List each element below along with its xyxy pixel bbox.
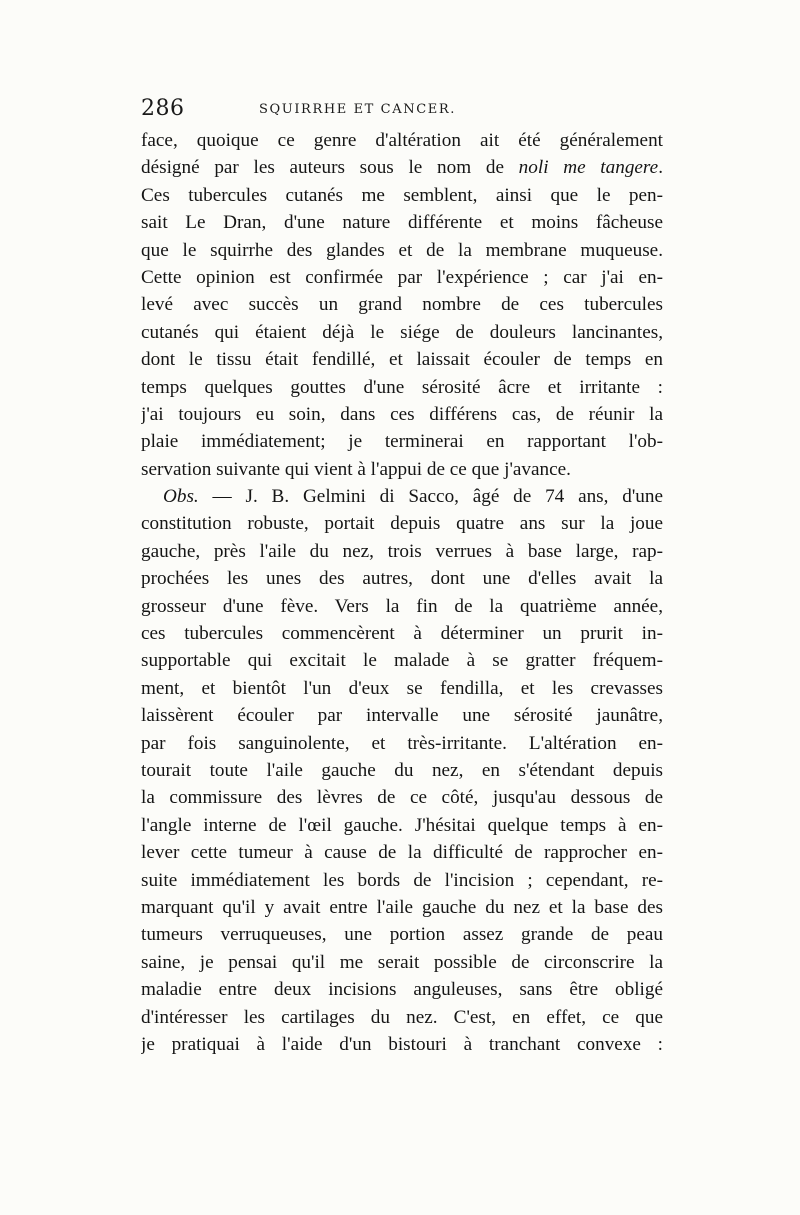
text-line: tumeurs verruqueuses, une portion assez grande de peau (141, 924, 663, 946)
text-line: servation suivante qui vient à l'appui de ce que j'avance. (141, 458, 571, 480)
text-line: marquant qu'il y avait entre l'aile gauche du nez et la base des (141, 896, 663, 918)
text-line: d'intéresser les cartilages du nez. C'est, en effet, ce que (141, 1006, 663, 1028)
text-line: Obs. — J. B. Gelmini di Sacco, âgé de 74 ans, d'une (163, 486, 663, 508)
text-line: que le squirrhe des glandes et de la membrane muqueuse. (141, 239, 663, 261)
italic-text: Obs. (163, 486, 199, 508)
text-line: grosseur d'une fève. Vers la fin de la quatrième année, (141, 595, 663, 617)
text-line: face, quoique ce genre d'altération ait été généralement (141, 130, 663, 151)
page-header (141, 96, 663, 126)
text-line: sait Le Dran, d'une nature différente et moins fâcheuse (141, 212, 663, 234)
text-line: Ces tubercules cutanés me semblent, ainsi que le pen- (141, 184, 663, 206)
text-line: ment, et bientôt l'un d'eux se fendilla, et les crevasses (141, 677, 663, 699)
text-line: je pratiquai à l'aide d'un bistouri à tranchant convexe : (141, 1033, 663, 1055)
text-line: dont le tissu était fendillé, et laissait écouler de temps en (141, 349, 663, 371)
text-line: laissèrent écouler par intervalle une sérosité jaunâtre, (141, 705, 663, 727)
italic-text: noli me tangere (518, 157, 659, 179)
body-text (141, 127, 663, 1058)
text-line: l'angle interne de l'œil gauche. J'hésitai quelque temps à en- (141, 814, 663, 836)
text-line: cutanés qui étaient déjà le siége de douleurs lancinantes, (141, 321, 663, 343)
text-line: j'ai toujours eu soin, dans ces différens cas, de réunir la (141, 403, 663, 425)
text-line: tourait toute l'aile gauche du nez, en s'étendant depuis (141, 759, 663, 781)
text-line: saine, je pensai qu'il me serait possible de circonscrire la (141, 951, 663, 973)
text-line: plaie immédiatement; je terminerai en rapportant l'ob- (141, 431, 663, 453)
text-line: supportable qui excitait le malade à se gratter fréquem- (141, 650, 663, 672)
text-line: levé avec succès un grand nombre de ces tubercules (141, 294, 663, 316)
text-line: ces tubercules commencèrent à déterminer un prurit in- (141, 623, 663, 645)
text-line: par fois sanguinolente, et très-irritante. L'altération en- (141, 732, 663, 754)
running-head: SQUIRRHE ET CANCER. (259, 102, 456, 117)
text-line: constitution robuste, portait depuis quatre ans sur la joue (141, 513, 663, 535)
text-line: gauche, près l'aile du nez, trois verrues à base large, rap- (141, 540, 663, 562)
text-line: lever cette tumeur à cause de la difficulté de rapprocher en- (141, 842, 663, 864)
text-line: désigné par les auteurs sous le nom de noli me tangere. (141, 157, 663, 179)
text-line: temps quelques gouttes d'une sérosité âcre et irritante : (141, 376, 663, 398)
text-line: suite immédiatement les bords de l'incision ; cependant, re- (141, 869, 663, 891)
text-line: la commissure des lèvres de ce côté, jusqu'au dessous de (141, 787, 663, 809)
page-number: 286 (141, 96, 185, 121)
text-line: prochées les unes des autres, dont une d'elles avait la (141, 568, 663, 590)
text-line: maladie entre deux incisions anguleuses, sans être obligé (141, 979, 663, 1001)
text-line: Cette opinion est confirmée par l'expérience ; car j'ai en- (141, 266, 663, 288)
